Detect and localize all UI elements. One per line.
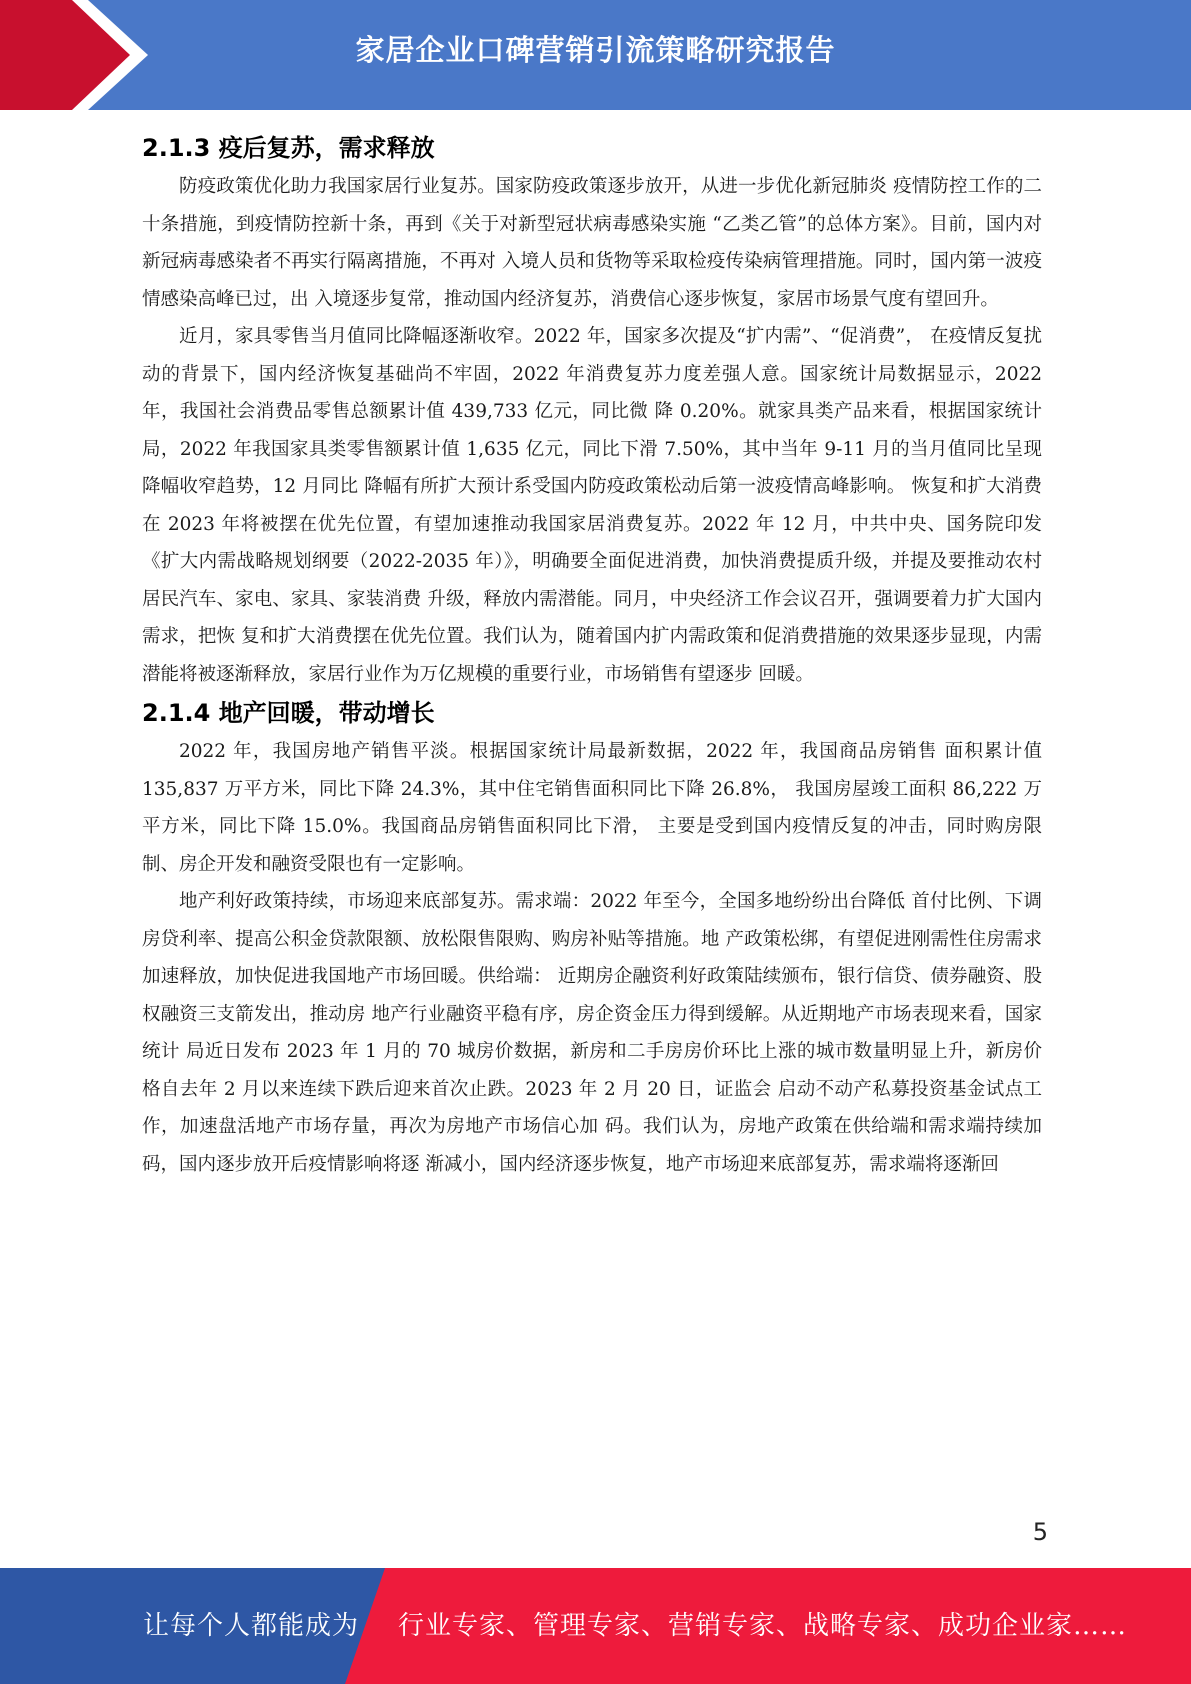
paragraph: 防疫政策优化助力我国家居行业复苏。国家防疫政策逐步放开，从进一步优化新冠肺炎 疫情防控工作的二十条措施，到疫情防控新十条，再到《关于对新型冠状病毒感染实施 “乙类乙管”的总体方案》。目前，国内对新冠病毒感染者不再实行隔离措施，不再对 入境人员和货物等采取检疫传染病管理措施。同时，国内第一波疫情感染高峰已过，出 入境逐步复常，推动国内经济复苏，消费信心逐步恢复，家居市场景气度有望回升。 bbox=[142, 176, 1042, 310]
section-heading-2-1-3: 2.1.3 疫后复苏，需求释放 bbox=[142, 134, 435, 162]
paragraph: 地产利好政策持续，市场迎来底部复苏。需求端：2022 年至今，全国多地纷纷出台降低 首付比例、下调房贷利率、提高公积金贷款限额、放松限售限购、购房补贴等措施。地 产政策松绑，有望促进刚需性住房需求加速释放，加快促进我国地产市场回暖。供给端： 近期房企融资利好政策陆续颁布，银行信贷、债券融资、股权融资三支箭发出，推动房 地产行业融资平稳有序，房企资金压力得到缓解。从近期地产市场表现来看，国家统计 局近日发布 2023 年 1 月的 70 城房价数据，新房和二手房房价环比上涨的城市数量明显上升，新房价格自去年 2 月以来连续下跌后迎来首次止跌。2023 年 2 月 20 日，证监会 启动不动产私募投资基金试点工作，加速盘活地产市场存量，再次为房地产市场信心加 码。我们认为，房地产政策在供给端和需求端持续加码，国内逐步放开后疫情影响将逐 渐减小，国内经济逐步恢复，地产市场迎来底部复苏，需求端将逐渐回 bbox=[142, 891, 1042, 1175]
section-heading-2-1-4: 2.1.4 地产回暖，带动增长 bbox=[142, 699, 435, 727]
report-title: 家居企业口碑营销引流策略研究报告 bbox=[355, 33, 836, 67]
paragraph: 2022 年，我国房地产销售平淡。根据国家统计局最新数据，2022 年，我国商品房销售 面积累计值 135,837 万平方米，同比下降 24.3%，其中住宅销售面积同比下降 26.8%， 我国房屋竣工面积 86,222 万平方米，同比下降 15.0%。我国商品房销售面积同比下滑， 主要是受到国内疫情反复的冲击，同时购房限制、房企开发和融资受限也有一定影响。 bbox=[142, 741, 1042, 875]
page-number: 5 bbox=[1032, 1518, 1048, 1546]
footer-slogan-right: 行业专家、管理专家、营销专家、战略专家、成功企业家…… bbox=[398, 1611, 1128, 1641]
page-footer bbox=[0, 1568, 1191, 1684]
document-body bbox=[142, 128, 1042, 1183]
paragraph: 近月，家具零售当月值同比降幅逐渐收窄。2022 年，国家多次提及“扩内需”、“促消费”， 在疫情反复扰动的背景下，国内经济恢复基础尚不牢固，2022 年消费复苏力度差强人意。国家统计局数据显示，2022 年，我国社会消费品零售总额累计值 439,733 亿元，同比微 降 0.20%。就家具类产品来看，根据国家统计局，2022 年我国家具类零售额累计值 1,635 亿元，同比下滑 7.50%，其中当年 9-11 月的当月值同比呈现降幅收窄趋势，12 月同比 降幅有所扩大预计系受国内防疫政策松动后第一波疫情高峰影响。 恢复和扩大消费在 2023 年将被摆在优先位置，有望加速推动我国家居消费复苏。2022 年 12 月，中共中央、国务院印发《扩大内需战略规划纲要（2022-2035 年）》，明确要全面促进消费，加快消费提质升级，并提及要推动农村居民汽车、家电、家具、家装消费 升级，释放内需潜能。同月，中央经济工作会议召开，强调要着力扩大国内需求，把恢 复和扩大消费摆在优先位置。我们认为，随着国内扩内需政策和促消费措施的效果逐步显现，内需潜能将被逐渐释放，家居行业作为万亿规模的重要行业，市场销售有望逐步 回暖。 bbox=[142, 326, 1042, 685]
footer-slogan-left: 让每个人都能成为 bbox=[143, 1611, 360, 1641]
page-header bbox=[0, 0, 1191, 110]
